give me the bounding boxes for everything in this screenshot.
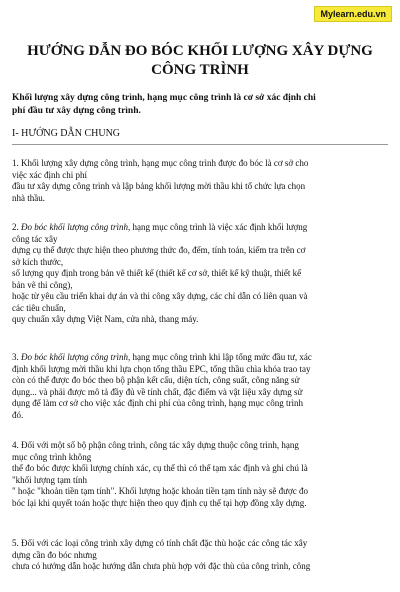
intro-paragraph [12, 92, 388, 118]
p4-line-6: bóc lại khi quyết toán hoặc thực hiện theo quy định cụ thể tại hợp đồng xây dựng. [12, 497, 307, 508]
p2-line-2: công tác xây [12, 233, 58, 244]
p2-number: 2. [12, 222, 21, 232]
p3-line-6: đó. [12, 409, 24, 420]
paragraph-2 [12, 222, 390, 326]
p2-line-3: dựng cụ thể được thực hiện theo phương thức đo, đếm, tính toán, kiểm tra trên cơ [12, 245, 306, 255]
p2-line-1 [12, 222, 390, 234]
p3-line-2: định khối lượng mời thầu khi lựa chọn tổng thầu EPC, tổng thầu chìa khóa trao tay [12, 363, 311, 374]
p4-line-2: mục công trình không [12, 451, 92, 462]
p3-line-3: còn có thể được đo bóc theo bộ phận kết cấu, diện tích, công suất, công năng sử [12, 375, 300, 385]
p3-line-5: dụng để làm cơ sở cho việc xác định chi phí của công trình, hạng mục công trình [12, 398, 303, 408]
p4-line-4: "khối lượng tạm tính [12, 474, 88, 485]
title-line-1: HƯỚNG DẪN ĐO BÓC KHỐI LƯỢNG XÂY DỰNG [27, 43, 373, 59]
intro-line-1: Khối lượng xây dựng công trình, hạng mục công trình là cơ sở xác định chi [12, 93, 316, 103]
p4-line-5: " hoặc "khoản tiền tạm tính". Khối lượng hoặc khoản tiền tạm tính này sẽ được đo [12, 486, 308, 496]
p4-line-1: 4. Đối với một số bộ phận công trình, công tác xây dựng thuộc công trình, hạng [12, 440, 299, 450]
p2-line-5: số lượng quy định trong bản vẽ thiết kế (thiết kế cơ sở, thiết kế kỹ thuật, thiết kế [12, 268, 302, 278]
intro-line-2: phí đầu tư xây dựng công trình. [12, 106, 141, 116]
section-heading: I- HƯỚNG DẪN CHUNG [12, 128, 121, 139]
p5-line-2: dựng cần đo bóc nhưng [12, 549, 97, 560]
p5-line-3: chưa có hướng dẫn hoặc hướng dẫn chưa phù hợp với đặc thù của công trình, công [12, 561, 311, 571]
p2-line-8: các tiêu chuẩn, [12, 302, 66, 313]
site-badge[interactable]: Mylearn.edu.vn [314, 6, 392, 22]
p3-line-4: dụng... và phải được mô tả đầy đủ về tính chất, đặc điểm và vật liệu xây dựng sử [12, 386, 303, 397]
section-divider [12, 144, 388, 145]
p1-line-3: đầu tư xây dựng công trình và lập bảng khối lượng mời thầu khi tổ chức lựa chọn [12, 181, 306, 191]
paragraph-1 [12, 158, 390, 204]
p5-line-1: 5. Đối với các loại công trình xây dựng có tính chất đặc thù hoặc các công tác xây [12, 538, 308, 548]
p3-number: 3. [12, 352, 21, 362]
p2-line-9: quy chuẩn xây dựng Việt Nam, cửa nhà, thang máy. [12, 314, 199, 324]
p3-line-1-rest: , hạng mục công trình khi lập tổng mức đầu tư, xác [127, 352, 312, 362]
p1-line-2: việc xác định chi phí [12, 169, 87, 180]
p2-line-4: sở kích thước, [12, 256, 64, 267]
p2-line-7: hoặc từ yêu cầu triển khai dự án và thi công xây dựng, các chỉ dẫn có liên quan và [12, 291, 308, 301]
p4-line-3: thể đo bóc được khối lượng chính xác, cụ thể thì có thể tạm xác định và ghi chú là [12, 463, 308, 473]
p1-line-1: 1. Khối lượng xây dựng công trình, hạng mục công trình được đo bóc là cơ sở cho [12, 158, 309, 168]
p2-line-1-rest: , hạng mục công trình là việc xác định khối lượng [127, 222, 308, 232]
paragraph-3 [12, 352, 390, 421]
p2-line-6: bản vẽ thi công), [12, 279, 73, 290]
p3-line-1 [12, 352, 390, 364]
paragraph-4 [12, 440, 390, 509]
paragraph-5 [12, 538, 390, 573]
p3-italic-term: Đo bóc khối lượng công trình [21, 352, 128, 362]
title-line-2: CÔNG TRÌNH [151, 62, 249, 78]
p2-italic-term: Đo bóc khối lượng công trình [21, 222, 128, 232]
p1-line-4: nhà thầu. [12, 192, 45, 203]
document-title [20, 42, 380, 80]
